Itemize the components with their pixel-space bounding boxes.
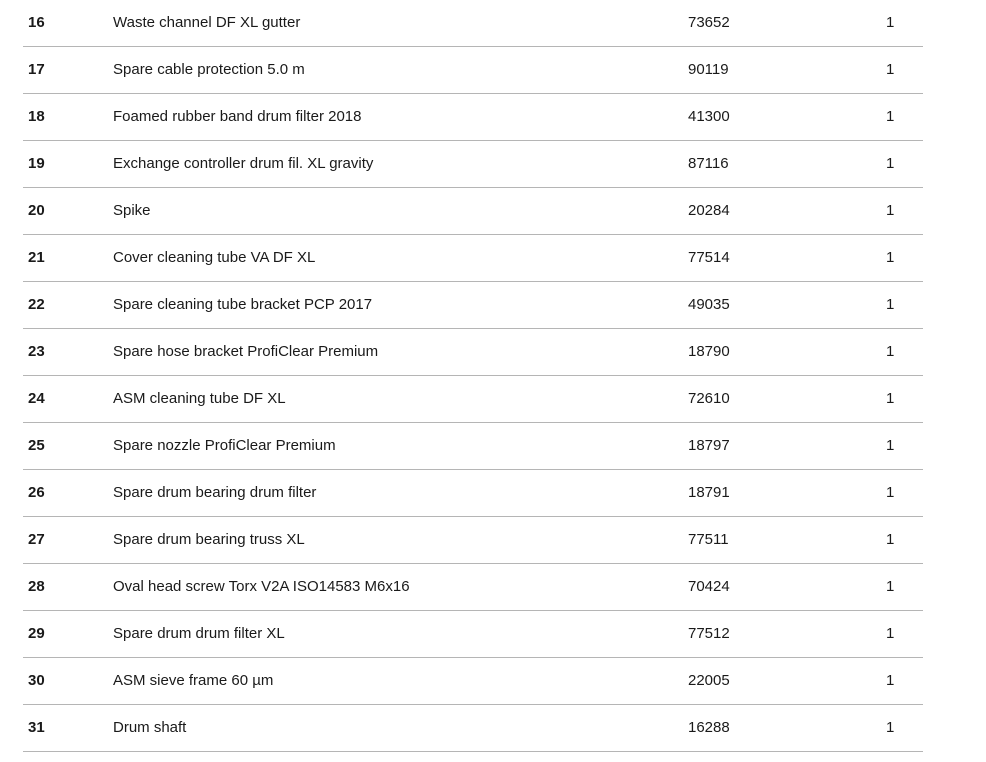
quantity: 1	[886, 61, 895, 78]
table-row	[23, 611, 923, 658]
quantity: 1	[886, 296, 895, 313]
quantity: 1	[886, 343, 895, 360]
table-row	[23, 376, 923, 423]
article-number: 22005	[688, 672, 730, 689]
part-description: Spare cable protection 5.0 m	[113, 61, 305, 78]
table-row	[23, 0, 923, 47]
article-number: 49035	[688, 296, 730, 313]
quantity: 1	[886, 531, 895, 548]
article-number: 20284	[688, 202, 730, 219]
quantity: 1	[886, 249, 895, 266]
position-number: 23	[28, 343, 45, 360]
position-number: 29	[28, 625, 45, 642]
quantity: 1	[886, 578, 895, 595]
table-row	[23, 47, 923, 94]
part-description: Spare nozzle ProfiClear Premium	[113, 437, 336, 454]
position-number: 26	[28, 484, 45, 501]
position-number: 30	[28, 672, 45, 689]
position-number: 31	[28, 719, 45, 736]
article-number: 18791	[688, 484, 730, 501]
position-number: 20	[28, 202, 45, 219]
position-number: 25	[28, 437, 45, 454]
parts-table	[23, 0, 923, 752]
table-row	[23, 705, 923, 752]
quantity: 1	[886, 108, 895, 125]
position-number: 24	[28, 390, 45, 407]
table-row	[23, 564, 923, 611]
quantity: 1	[886, 202, 895, 219]
part-description: ASM sieve frame 60 µm	[113, 672, 274, 689]
quantity: 1	[886, 155, 895, 172]
part-description: Oval head screw Torx V2A ISO14583 M6x16	[113, 578, 410, 595]
quantity: 1	[886, 390, 895, 407]
part-description: Drum shaft	[113, 719, 187, 736]
part-description: Waste channel DF XL gutter	[113, 14, 301, 31]
part-description: ASM cleaning tube DF XL	[113, 390, 286, 407]
table-row	[23, 470, 923, 517]
part-description: Exchange controller drum fil. XL gravity	[113, 155, 374, 172]
table-row	[23, 329, 923, 376]
position-number: 27	[28, 531, 45, 548]
table-row	[23, 517, 923, 564]
part-description: Spare drum bearing truss XL	[113, 531, 305, 548]
table-row	[23, 188, 923, 235]
quantity: 1	[886, 484, 895, 501]
part-description: Spike	[113, 202, 151, 219]
article-number: 72610	[688, 390, 730, 407]
article-number: 18797	[688, 437, 730, 454]
part-description: Cover cleaning tube VA DF XL	[113, 249, 316, 266]
position-number: 22	[28, 296, 45, 313]
position-number: 17	[28, 61, 45, 78]
part-description: Foamed rubber band drum filter 2018	[113, 108, 362, 125]
table-row	[23, 141, 923, 188]
table-row	[23, 658, 923, 705]
article-number: 41300	[688, 108, 730, 125]
part-description: Spare hose bracket ProfiClear Premium	[113, 343, 379, 360]
position-number: 19	[28, 155, 45, 172]
quantity: 1	[886, 14, 895, 31]
quantity: 1	[886, 672, 895, 689]
table-row	[23, 423, 923, 470]
quantity: 1	[886, 719, 895, 736]
position-number: 28	[28, 578, 45, 595]
position-number: 16	[28, 14, 45, 31]
article-number: 77512	[688, 625, 730, 642]
article-number: 90119	[688, 61, 729, 78]
part-description: Spare drum bearing drum filter	[113, 484, 317, 501]
table-row	[23, 94, 923, 141]
article-number: 70424	[688, 578, 730, 595]
position-number: 21	[28, 249, 45, 266]
position-number: 18	[28, 108, 45, 125]
article-number: 18790	[688, 343, 730, 360]
article-number: 77514	[688, 249, 730, 266]
article-number: 87116	[688, 155, 729, 172]
part-description: Spare cleaning tube bracket PCP 2017	[113, 296, 373, 313]
table-row	[23, 282, 923, 329]
table-row	[23, 235, 923, 282]
quantity: 1	[886, 625, 895, 642]
article-number: 77511	[688, 531, 729, 548]
quantity: 1	[886, 437, 895, 454]
article-number: 73652	[688, 14, 730, 31]
article-number: 16288	[688, 719, 730, 736]
part-description: Spare drum drum filter XL	[113, 625, 285, 642]
